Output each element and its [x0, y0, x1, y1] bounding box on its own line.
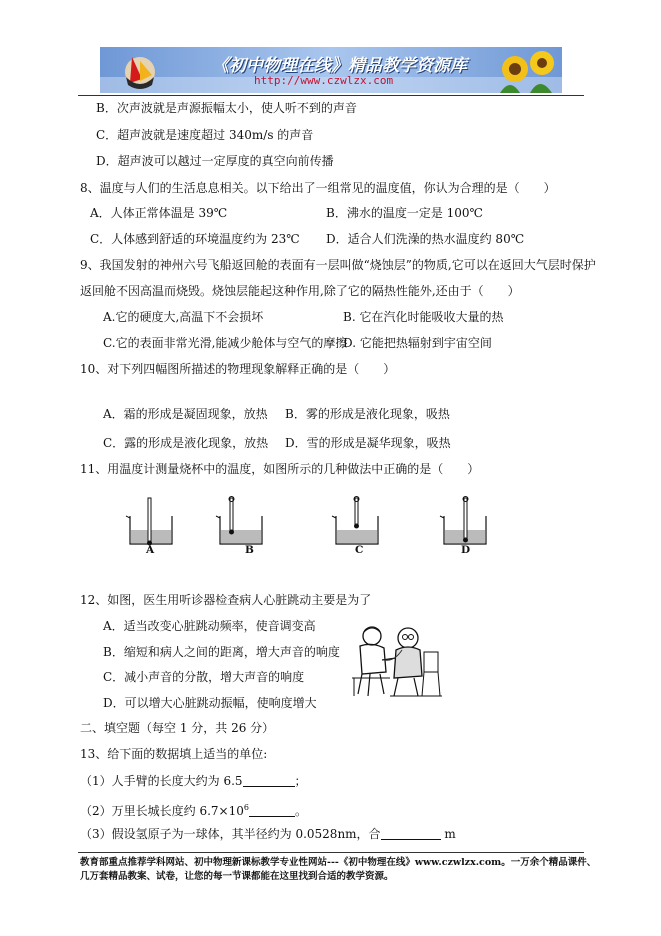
q10-option-c: C．露的形成是液化现象，放热: [103, 436, 269, 450]
q7-option-b: B．次声波就是声源振幅太小，使人听不到的声音: [96, 101, 357, 115]
q10-option-b: B．雾的形成是液化现象，吸热: [285, 407, 450, 421]
q9-option-c: C.它的表面非常光滑,能减少舱体与空气的摩擦: [103, 336, 348, 350]
q13-item-1-blank[interactable]: [243, 775, 295, 787]
q9-option-b: B. 它在汽化时能吸收大量的热: [343, 310, 504, 324]
q12-option-c: C．减小声音的分散，增大声音的响度: [103, 670, 305, 684]
q10-stem: 10、对下列四幅图所描述的物理现象解释正确的是（ ）: [80, 362, 396, 376]
q13-item-3: [80, 827, 456, 841]
q12-option-d: D．可以增大心脏跳动振幅，使响度增大: [103, 696, 317, 710]
footer-line-2: 几万套精品教案、试卷，让您的每一节课都能在这里找到合适的教学资源。: [80, 871, 394, 882]
q10-option-a: A．霜的形成是凝固现象，放热: [103, 407, 268, 421]
footer-line-1: 教育部重点推荐学科网站、初中物理新课标教学专业性网站---《初中物理在线》www.czwlzx.com。一万余个精品课件、: [80, 857, 597, 868]
beaker-c: [332, 497, 378, 545]
q8-option-d: D．适合人们洗澡的热水温度约 80℃: [326, 232, 525, 246]
q12-option-a: A．适当改变心脏跳动频率，使音调变高: [103, 619, 316, 633]
q11-label-a: A: [146, 544, 155, 556]
q8-stem: 8、温度与人们的生活息息相关。以下给出了一组常见的温度值，你认为合理的是（ ）: [80, 181, 556, 195]
q7-option-d: D．超声波可以越过一定厚度的真空向前传播: [96, 154, 334, 168]
q13-item-3-suffix: m: [440, 827, 456, 841]
q13-item-1-suffix: ；: [294, 774, 307, 788]
q11-label-b: B: [245, 544, 254, 556]
q13-item-3-blank[interactable]: [381, 828, 441, 840]
beaker-b: [216, 497, 262, 545]
q8-option-b: B．沸水的温度一定是 100℃: [326, 206, 483, 220]
q9-stem-line1: 9、我国发射的神州六号飞船返回舱的表面有一层叫做“烧蚀层”的物质,它可以在返回大气层时保护: [80, 258, 596, 272]
q13-item-1-text: （1）人手臂的长度大约为 6.5: [80, 774, 243, 788]
section2-title: 二、填空题（每空 1 分，共 26 分）: [80, 721, 275, 735]
doctor-stethoscope-illustration: [350, 622, 442, 698]
banner-title: 《初中物理在线》精品教学资源库: [212, 56, 467, 76]
q11-thermometer-figure: [120, 494, 490, 556]
q13-item-2-suffix: 。: [294, 804, 307, 818]
q8-option-c: C．人体感到舒适的环境温度约为 23℃: [90, 232, 300, 246]
q8-option-a: A．人体正常体温是 39℃: [90, 206, 228, 220]
q13-item-2: [80, 801, 307, 818]
logo-icon: [125, 57, 155, 89]
q7-option-c: C．超声波就是速度超过 340m/s 的声音: [96, 128, 314, 142]
q13-item-2-text: （2）万里长城长度约 6.7×10: [80, 804, 244, 818]
q13-stem: 13、给下面的数据填上适当的单位:: [80, 747, 268, 761]
footer-divider: [78, 852, 584, 853]
beaker-a: [126, 498, 172, 546]
q10-option-d: D．雪的形成是凝华现象，吸热: [285, 436, 451, 450]
banner-url: http://www.czwlzx.com: [254, 74, 394, 87]
beaker-d: [440, 497, 486, 545]
q13-item-3-text: （3）假设氢原子为一球体，其半径约为 0.0528nm，合: [80, 827, 381, 841]
q9-stem-line2: 返回舱不因高温而烧毁。烧蚀层能起这种作用,除了它的隔热性能外,还由于（ ）: [80, 284, 520, 298]
q11-stem: 11、用温度计测量烧杯中的温度，如图所示的几种做法中正确的是（ ）: [80, 462, 480, 476]
q13-item-2-blank[interactable]: [249, 805, 295, 817]
q9-option-a: A.它的硬度大,高温下不会损坏: [103, 310, 264, 324]
q11-label-c: C: [355, 544, 364, 556]
q13-item-1: [80, 774, 307, 788]
q9-option-d: D. 它能把热辐射到宇宙空间: [343, 336, 492, 350]
header-banner: [100, 47, 562, 93]
header-divider: [78, 95, 584, 96]
q13-item-2-exponent: 6: [243, 803, 249, 812]
q11-label-d: D: [461, 544, 471, 556]
q12-option-b: B．缩短和病人之间的距离，增大声音的响度: [103, 645, 340, 659]
q12-stem: 12、如图，医生用听诊器检查病人心脏跳动主要是为了: [80, 593, 372, 607]
